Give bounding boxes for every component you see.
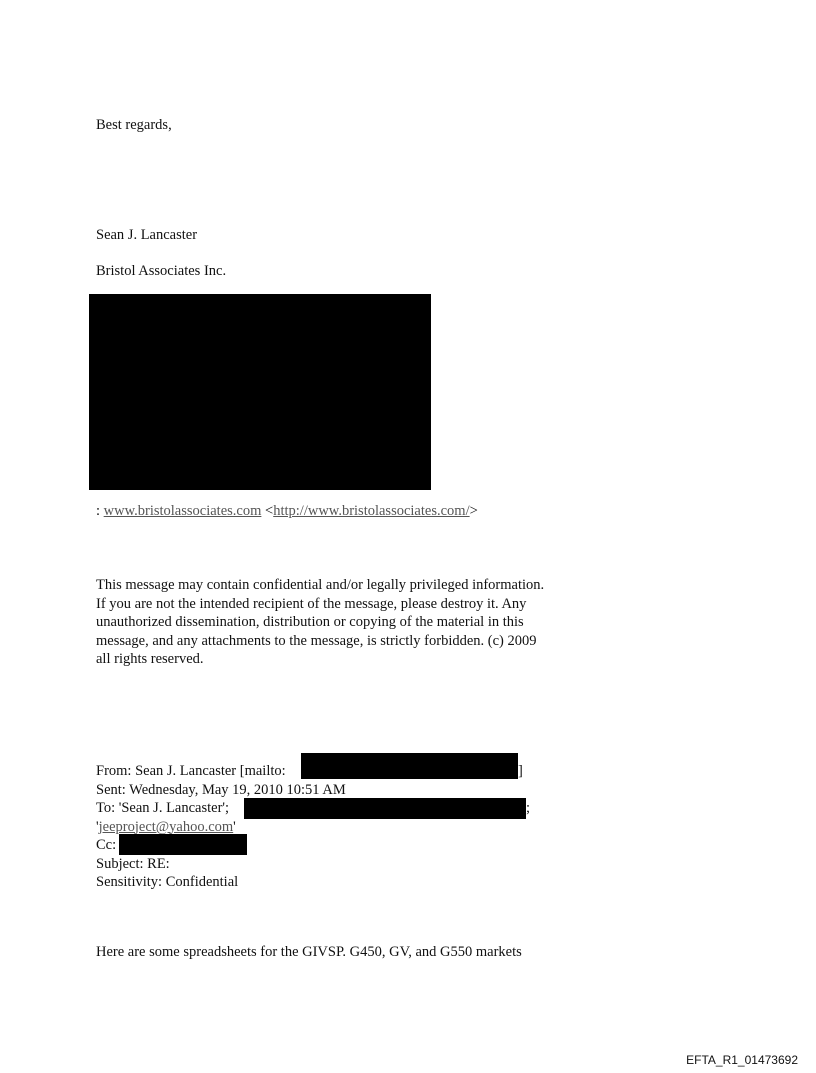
header-sent	[96, 781, 346, 800]
header-from-close: ]	[518, 763, 523, 779]
redacted-cc	[119, 834, 247, 855]
header-sent-text: Sent: Wednesday, May 19, 2010 10:51 AM	[96, 781, 346, 798]
recipient-email-link[interactable]: jeeproject@yahoo.com	[98, 818, 234, 835]
website-suffix: >	[469, 503, 478, 519]
document-id: EFTA_R1_01473692	[686, 1053, 798, 1067]
redacted-email	[301, 753, 518, 779]
header-cc-label: Cc:	[96, 837, 117, 853]
disclaimer-line: unauthorized dissemination, distribution or copying of the material in this	[96, 614, 524, 630]
quote-open: '	[96, 818, 99, 835]
header-from-label: From: Sean J. Lancaster [mailto:	[96, 763, 286, 779]
website-prefix: :	[96, 503, 104, 519]
header-subject	[96, 855, 346, 874]
header-sensitivity-text: Sensitivity: Confidential	[96, 874, 239, 890]
body-text: Here are some spreadsheets for the GIVSP. G450, GV, and G550 markets	[96, 944, 522, 960]
email-header	[96, 762, 531, 892]
signature-name: Sean J. Lancaster	[96, 227, 198, 243]
header-sensitivity	[96, 873, 346, 892]
disclaimer-line: message, and any attachments to the message, is strictly forbidden. (c) 2009	[96, 632, 537, 649]
website-middle: <	[261, 503, 274, 519]
redacted-block	[89, 294, 431, 490]
website-link[interactable]: www.bristolassociates.com	[103, 503, 262, 519]
quote-close: '	[233, 818, 236, 835]
website-url-link[interactable]: http://www.bristolassociates.com/	[273, 503, 470, 519]
header-from	[96, 762, 523, 781]
disclaimer-line: If you are not the intended recipient of the message, please destroy it. Any	[96, 595, 527, 612]
header-to-label: To: 'Sean J. Lancaster';	[96, 800, 230, 816]
website-line	[96, 503, 478, 520]
header-to-end: ;	[526, 800, 531, 816]
redacted-recipients	[244, 798, 526, 819]
header-cc	[96, 836, 346, 855]
signature-company: Bristol Associates Inc.	[96, 263, 227, 279]
closing-text: Best regards,	[96, 117, 172, 133]
disclaimer-line: This message may contain confidential and/or legally privileged information.	[96, 577, 545, 593]
header-subject-text: Subject: RE:	[96, 855, 170, 872]
disclaimer-line: all rights reserved.	[96, 651, 204, 667]
disclaimer	[96, 576, 596, 669]
header-to	[96, 799, 531, 818]
